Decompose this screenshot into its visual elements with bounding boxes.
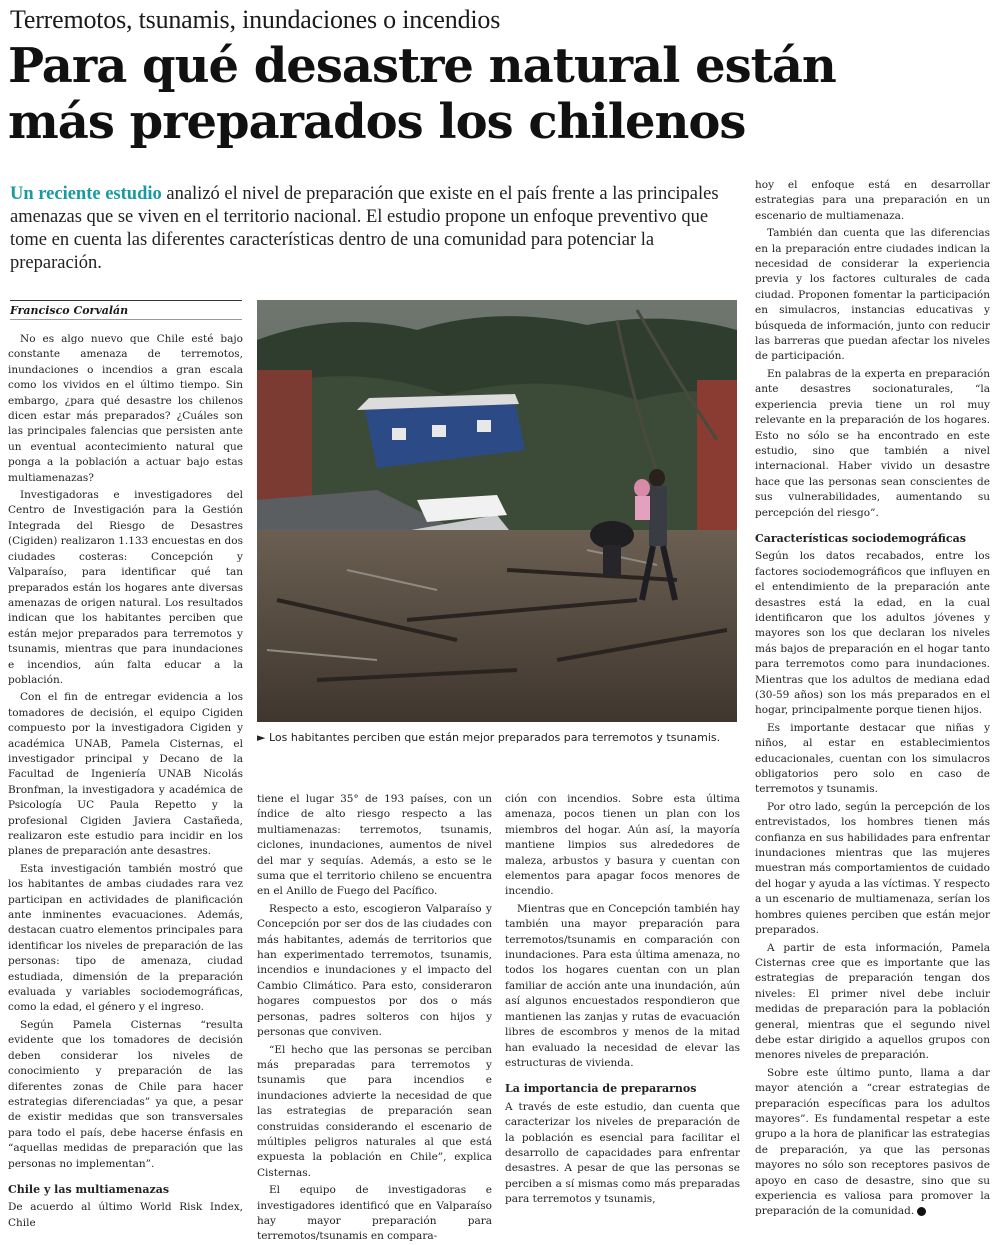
disaster-scene-image [257, 300, 737, 722]
paragraph: Según Pamela Cisternas “resulta evidente que los tomadores de decisión deben considerar los niveles de conocimiento y preparación de las diferentes zonas de Chile para hacer estrategias diferenciadas” ya que, a pesar de existir medidas que son transversales para todo el país, debe hacerse énfasis en “aquellas medidas de preparación que las personas no implementan”. [8, 1018, 243, 1170]
kicker: Terremotos, tsunamis, inundaciones o incendios [10, 5, 501, 34]
paragraph: ción con incendios. Sobre esta última amenaza, pocos tienen un plan con los miembros del hogar. Aún así, la mayoría mantiene limpios sus alrededores de maleza, arbustos y basura y cuentan con elementos para apagar focos menores de incendio. [505, 793, 740, 898]
end-of-article-icon [917, 1207, 926, 1216]
article-column-2 [257, 792, 492, 1243]
paragraph: hoy el enfoque está en desarrollar estrategias para una preparación en un escenario de multiamenaza. [755, 179, 990, 222]
last-paragraph [755, 1066, 990, 1220]
lead-paragraph [10, 183, 740, 275]
article-column-4 [755, 178, 990, 1218]
paragraph: El equipo de investigadoras e investigadores identificó que en Valparaíso hay mayor preparación para terremotos/tsunamis en compara- [257, 1184, 492, 1243]
photo-caption: ► Los habitantes perciben que están mejor preparados para terremotos y tsunamis. [257, 731, 721, 744]
paragraph: De acuerdo al último World Risk Index, Chile [8, 1201, 243, 1229]
paragraph: No es algo nuevo que Chile esté bajo constante amenaza de terremotos, inundaciones o incendios a gran escala como los vividos en el último tiempo. Sin embargo, ¿para qué desastre los chilenos dicen estar más preparados? ¿Cuáles son las principales falencias que persisten ante un eventual acontecimiento natural que ponga a la población a actuar bajo estas multiamenazas? [8, 333, 243, 484]
lead-highlight: Un reciente estudio [10, 184, 162, 204]
paragraph: Mientras que en Concepción también hay también una mayor preparación para terremotos/tsunamis en comparación con inundaciones. Para esta última amenaza, no todos los hogares cuentan con un plan familiar de acción ante una inundación, aún así algunos encuestados respondieron que mantienen las zanjas y rutas de evacuación libres de escombros y menos de la mitad han evaluado la necesidad de elevar las estructuras de vivienda. [505, 902, 740, 1069]
subheading: Chile y las multiamenazas [8, 1182, 170, 1196]
paragraph: Es importante destacar que niñas y niños, al estar en establecimientos educacionales, cuentan con los simulacros obligatorios pero solo en caso de terremotos y tsunamis. [755, 721, 990, 796]
paragraph: Respecto a esto, escogieron Valparaíso y Concepción por ser dos de las ciudades con más habitantes, además de territorios que han experimentado terremotos, tsunamis, incendios e inundaciones y el impacto del Cambio Climático. Para esto, consideraron hogares compuestos por dos o más personas, padres solteros con hijos y personas que conviven. [257, 902, 492, 1039]
subheading: La importancia de prepararnos [505, 1082, 697, 1096]
paragraph: A través de este estudio, dan cuenta que caracterizar los niveles de preparación de la población es esencial para facilitar el desarrollo de capacidades para enfrentar desastres. A pesar de que las personas se perciben a sí mismas como más preparadas para terremotos y tsunamis, [505, 1100, 740, 1206]
paragraph: Esta investigación también mostró que los habitantes de ambas ciudades rara vez participan en actividades de planificación ante inminentes evacuaciones. Además, destacan cuatro elementos principales para identificar los niveles de preparación de las personas: tipo de amenaza, ciudad estudiada, dimensión de la preparación evaluada y variables sociodemográficas, como la edad, el género y el ingreso. [8, 862, 243, 1014]
lead-text: analizó el nivel de preparación que existe en el país frente a las principales amenazas que se viven en el territorio nacional. El estudio propone un enfoque preventivo que tome en cuenta las diferentes características dentro de una comunidad para potenciar la preparación. [10, 184, 719, 273]
headline-line-1: Para qué desastre natural están [8, 38, 836, 94]
byline: Francisco Corvalán [10, 300, 242, 320]
paragraph: Investigadoras e investigadores del Centro de Investigación para la Gestión Integrada del Riesgo de Desastres (Cigiden) realizaron 1.133 encuestas en dos ciudades costeras: Concepción y Valparaíso, para identificar qué tan preparados están los hogares ante diversas amenazas de origen natural. Los resultados indican que los habitantes perciben que están mejor preparados para terremotos y tsunamis, mientras que para inundaciones e incendios, aún falta educar a la población. [8, 489, 243, 686]
paragraph: Por otro lado, según la percepción de los entrevistados, los hombres tienen más confianza en sus habilidades para enfrentar inundaciones mientras que las mujeres muestran más comportamientos de cuidado del hogar y ayuda a las víctimas. Y respecto a un escenario de multiamenaza, serían los hombres quienes perciben que están mejor preparados. [755, 800, 990, 937]
paragraph-text: Sobre este último punto, llama a dar mayor atención a “crear estrategias de preparación específicas para los adultos mayores”. Es fundamental respetar a este grupo a la hora de planificar las estrategias de preparación, ya que las personas mayores no sólo son receptores pasivos de apoyo en caso de desastre, sino que su experiencia es valiosa para promover la preparación de la comunidad. [755, 1066, 990, 1218]
news-photo [257, 300, 737, 722]
paragraph: Según los datos recabados, entre los factores sociodemográficos que influyen en el entendimiento de la preparación ante desastres está la edad, en la cual identificaron que los adultos jóvenes y mayores son los que declaran los niveles más bajos de preparación en el hogar tanto para terremotos como para inundaciones. Mientras que los adultos de mediana edad (30-59 años) son los más preparados en el hogar, principalmente porque tienen hijos. [755, 550, 990, 717]
paragraph: Con el fin de entregar evidencia a los tomadores de decisión, el equipo Cigiden compuesto por la investigadora Cigiden y académica UNAB, Pamela Cisternas, el investigador principal y Decano de la Facultad de Ingeniería UNAB Nicolás Bronfman, la investigadora y académica de Psicología UC Paula Repetto y la profesional Cigiden Javiera Castañeda, realizaron este estudio para incidir en los planes de preparación ante desastres. [8, 691, 243, 858]
paragraph: tiene el lugar 35° de 193 países, con un índice de alto riesgo respecto a las multiamenazas: terremotos, tsunamis, ciclones, inundaciones, aumentos de nivel del mar y sequías. Además, a esto se le suma que el territorio chileno se encuentra en el Anillo de Fuego del Pacífico. [257, 793, 492, 898]
paragraph: En palabras de la experta en preparación ante desastres socionaturales, “la experiencia previa tiene un rol muy relevante en la preparación de los hogares. Esto no sólo se ha encontrado en este estudio, sino que también a nivel internacional. Haber vivido un desastre hace que las personas sean conscientes de sus vulnerabilidades, aumentando su percepción del riesgo”. [755, 367, 990, 519]
headline [8, 38, 998, 150]
paragraph: “El hecho que las personas se perciban más preparadas para terremotos y tsunamis que para incendios e inundaciones advierte la necesidad de que las estrategias de preparación sean construidas considerando el escenario de múltiples peligros naturales al que está expuesta la población en Chile”, explica Cisternas. [257, 1043, 492, 1179]
article-column-1 [8, 332, 243, 1229]
headline-line-2: más preparados los chilenos [8, 94, 746, 150]
paragraph: A partir de esta información, Pamela Cisternas cree que es importante que las estrategias de preparación tengan dos niveles: El primer nivel debe incluir medidas de preparación para la población general, mientras que el segundo nivel debe estar dirigido a aquellos grupos con menores niveles de preparación. [755, 941, 990, 1062]
paragraph: También dan cuenta que las diferencias en la preparación entre ciudades indican la necesidad de considerar la experiencia previa y los factores culturales de cada ciudad. Proponen fomentar la participación en simulacros, instancias educativas y búsqueda de información, junto con reducir las barreras que puedan afectar los niveles de participación. [755, 227, 990, 363]
article-column-3 [505, 792, 740, 1206]
subheading: Características sociodemográficas [755, 531, 966, 545]
